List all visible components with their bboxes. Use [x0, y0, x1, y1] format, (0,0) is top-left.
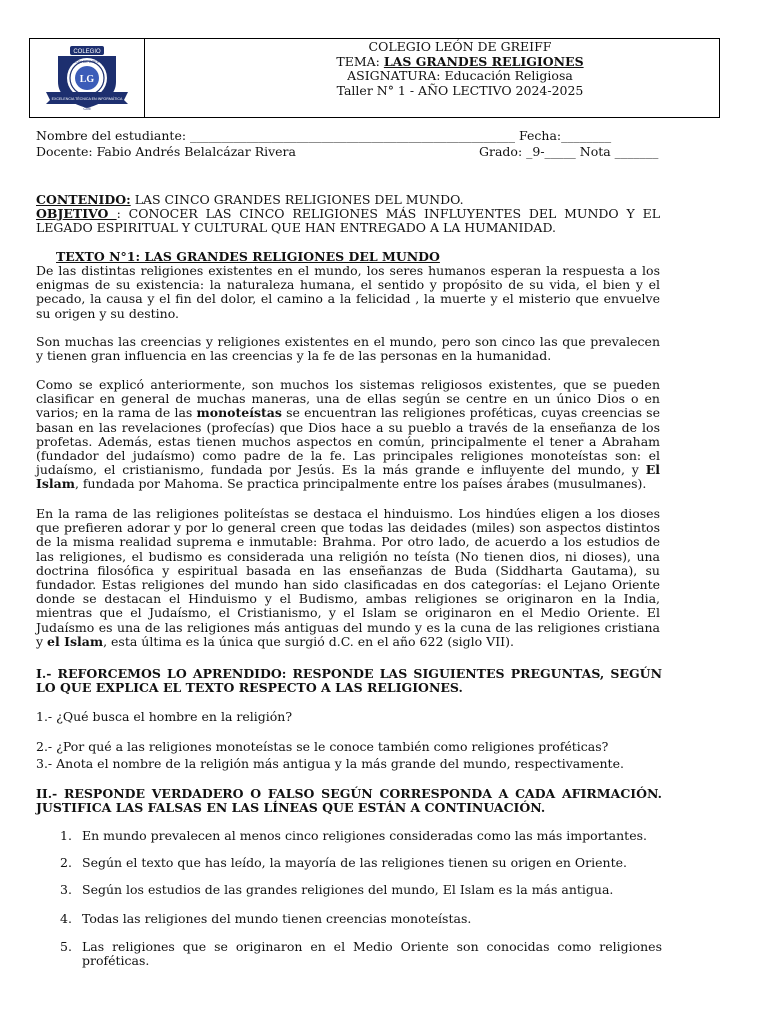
p4-text-a: En la rama de las religiones politeístas se destaca el hinduismo. Los hindúes eligen a los dioses que prefieren adorar y por lo general creen que todas las deidades (miles) son aspectos distintos de la misma realidad suprema e inmutable: Brahma. Por otro lado, de acuerdo a los estudios de las religiones, el budismo es considerada una religión no teísta (No tienen dios, ni dioses), una doctrina filosófica y espiritual basada en las enseñanzas de Buda (Siddharta Gautama), su fundador. Estas religiones del mundo han sido clasificadas en dos categorías: el Lejano Oriente donde se destacan el Hinduismo y el Budismo, ambas religiones se originaron en la India, mientras que el Judaísmo, el Cristianismo, y el Islam se originaron en el Medio Oriente. El Judaísmo es una de las religiones más antiguas del mundo y es la cuna de las religiones cristiana y [36, 506, 660, 649]
item-text: Según los estudios de las grandes religiones del mundo, El Islam es la más antigua. [82, 882, 614, 898]
item-text: En mundo prevalecen al menos cinco religiones consideradas como las más importantes. [82, 828, 647, 843]
shield-logo-icon [44, 44, 130, 112]
true-false-list [36, 829, 662, 968]
logo-banner-text: EXCELENCIA TÉCNICA EN INFORMÁTICA [51, 97, 123, 101]
texto-title: TEXTO N°1: LAS GRANDES RELIGIONES DEL MUNDO [56, 249, 440, 264]
item-text: Las religiones que se originaron en el Medio Oriente son conocidas como religiones proféticas. [82, 938, 662, 969]
objetivo-text: : CONOCER LAS CINCO RELIGIONES MÁS INFLUYENTES DEL MUNDO Y EL LEGADO ESPIRITUAL Y CULTURAL QUE HAN ENTREGADO A LA HUMANIDAD. [36, 206, 660, 236]
contenido-text: LAS CINCO GRANDES RELIGIONES DEL MUNDO. [130, 192, 464, 207]
list-item [36, 940, 662, 968]
question-3: 3.- Anota el nombre de la religión más antigua y la más grande del mundo, respectivamente. [36, 756, 624, 771]
p3-bold-islam: El Islam [36, 462, 660, 492]
student-name-line: Nombre del estudiante: ____________________________________________________ Fecha:________ [36, 128, 612, 143]
question-2: 2.- ¿Por qué a las religiones monoteístas se le conoce también como religiones proféticas? [36, 739, 609, 754]
texto-paragraph-4 [36, 507, 660, 649]
objetivo [36, 207, 660, 235]
contenido-label: CONTENIDO: [36, 192, 131, 207]
item-number: 1. [60, 828, 72, 843]
item-number: 4. [60, 910, 72, 926]
logo-ring-text: LEÓN DE GREIFF [72, 60, 102, 64]
teacher-line: Docente: Fabio Andrés Belalcázar Rivera [36, 144, 296, 159]
texto-paragraph-2: Son muchas las creencias y religiones existentes en el mundo, pero son cinco las que prevalecen y tienen gran influencia en las creencias y la fe de las personas en la humanidad. [36, 334, 660, 364]
header-titles [260, 40, 660, 98]
item-number: 2. [60, 855, 72, 871]
texto-paragraph-1: De las distintas religiones existentes en el mundo, los seres humanos esperan la respuesta a los enigmas de su existencia: la naturaleza humana, el sentido y propósito de su vida, el bien y el pecado, la causa y el fin del dolor, el camino a la felicidad , la muerte y el misterio que envuelve su origen y su destino. [36, 263, 660, 321]
p4-text-c: , esta última es la única que surgió d.C. en el año 622 (siglo VII). [103, 633, 514, 649]
list-item [36, 856, 662, 870]
objetivo-label: OBJETIVO [36, 206, 117, 221]
list-item [36, 829, 662, 843]
grade-line: Grado: _9-_____ Nota _______ [479, 144, 659, 159]
tema-line [260, 55, 660, 70]
item-number: 5. [60, 938, 72, 954]
item-text: Todas las religiones del mundo tienen creencias monoteístas. [82, 910, 472, 926]
list-item [36, 912, 662, 926]
p3-text-c: se encuentran las religiones proféticas, cuyas creencias se basan en las revelaciones (profecías) que Dios hace a su pueblo a través de la enseñanza de los profetas. Además, estas tienen muchos aspectos en común, principalmente el tener a Abraham (fundador del judaísmo) como padre de la fe. Las principales religiones monoteístas son: el judaísmo, el cristianismo, fundada por Jesús. Es la más grande e influyente del mundo, y [36, 405, 660, 478]
p3-text-a: Como se explicó anteriormente, son muchos los sistemas religiosos existentes, que se pueden clasificar en general de muchas maneras, una de ellas según se centre en un único Dios o en varios; en la rama de las [36, 377, 660, 421]
p3-text-e: , fundada por Mahoma. Se practica principalmente entre los países árabes (musulmanes). [74, 476, 647, 492]
logo-top-text: COLEGIO [73, 49, 101, 55]
school-logo [30, 39, 145, 117]
school-name: COLEGIO LEÓN DE GREIFF [368, 39, 552, 54]
item-text: Según el texto que has leído, la mayoría de las religiones tienen su origen en Oriente. [82, 855, 627, 871]
tema-value: LAS GRANDES RELIGIONES [383, 53, 584, 69]
header-table [29, 38, 720, 118]
section-2-title: II.- RESPONDE VERDADERO O FALSO SEGÚN CORRESPONDA A CADA AFIRMACIÓN. JUSTIFICA LAS FALSAS EN LAS LÍNEAS QUE ESTÁN A CONTINUACIÓN. [36, 786, 662, 816]
p3-bold-monoteistas: monoteístas [196, 405, 282, 421]
logo-initials: LG [79, 74, 95, 85]
item-number: 3. [60, 882, 72, 898]
asignatura-line: ASIGNATURA: Educación Religiosa [347, 68, 573, 83]
question-1: 1.- ¿Qué busca el hombre en la religión? [36, 709, 293, 724]
taller-line: Taller N° 1 - AÑO LECTIVO 2024-2025 [336, 82, 584, 98]
tema-label: TEMA: [336, 53, 384, 69]
p4-bold-islam: el Islam [47, 633, 104, 649]
section-1-title: I.- REFORCEMOS LO APRENDIDO: RESPONDE LAS SIGUIENTES PREGUNTAS, SEGÚN LO QUE EXPLICA EL TEXTO RESPECTO A LAS RELIGIONES. [36, 666, 662, 696]
list-item [36, 883, 662, 897]
texto-paragraph-3 [36, 378, 660, 492]
logo-bottom-text: CMI [83, 106, 91, 111]
